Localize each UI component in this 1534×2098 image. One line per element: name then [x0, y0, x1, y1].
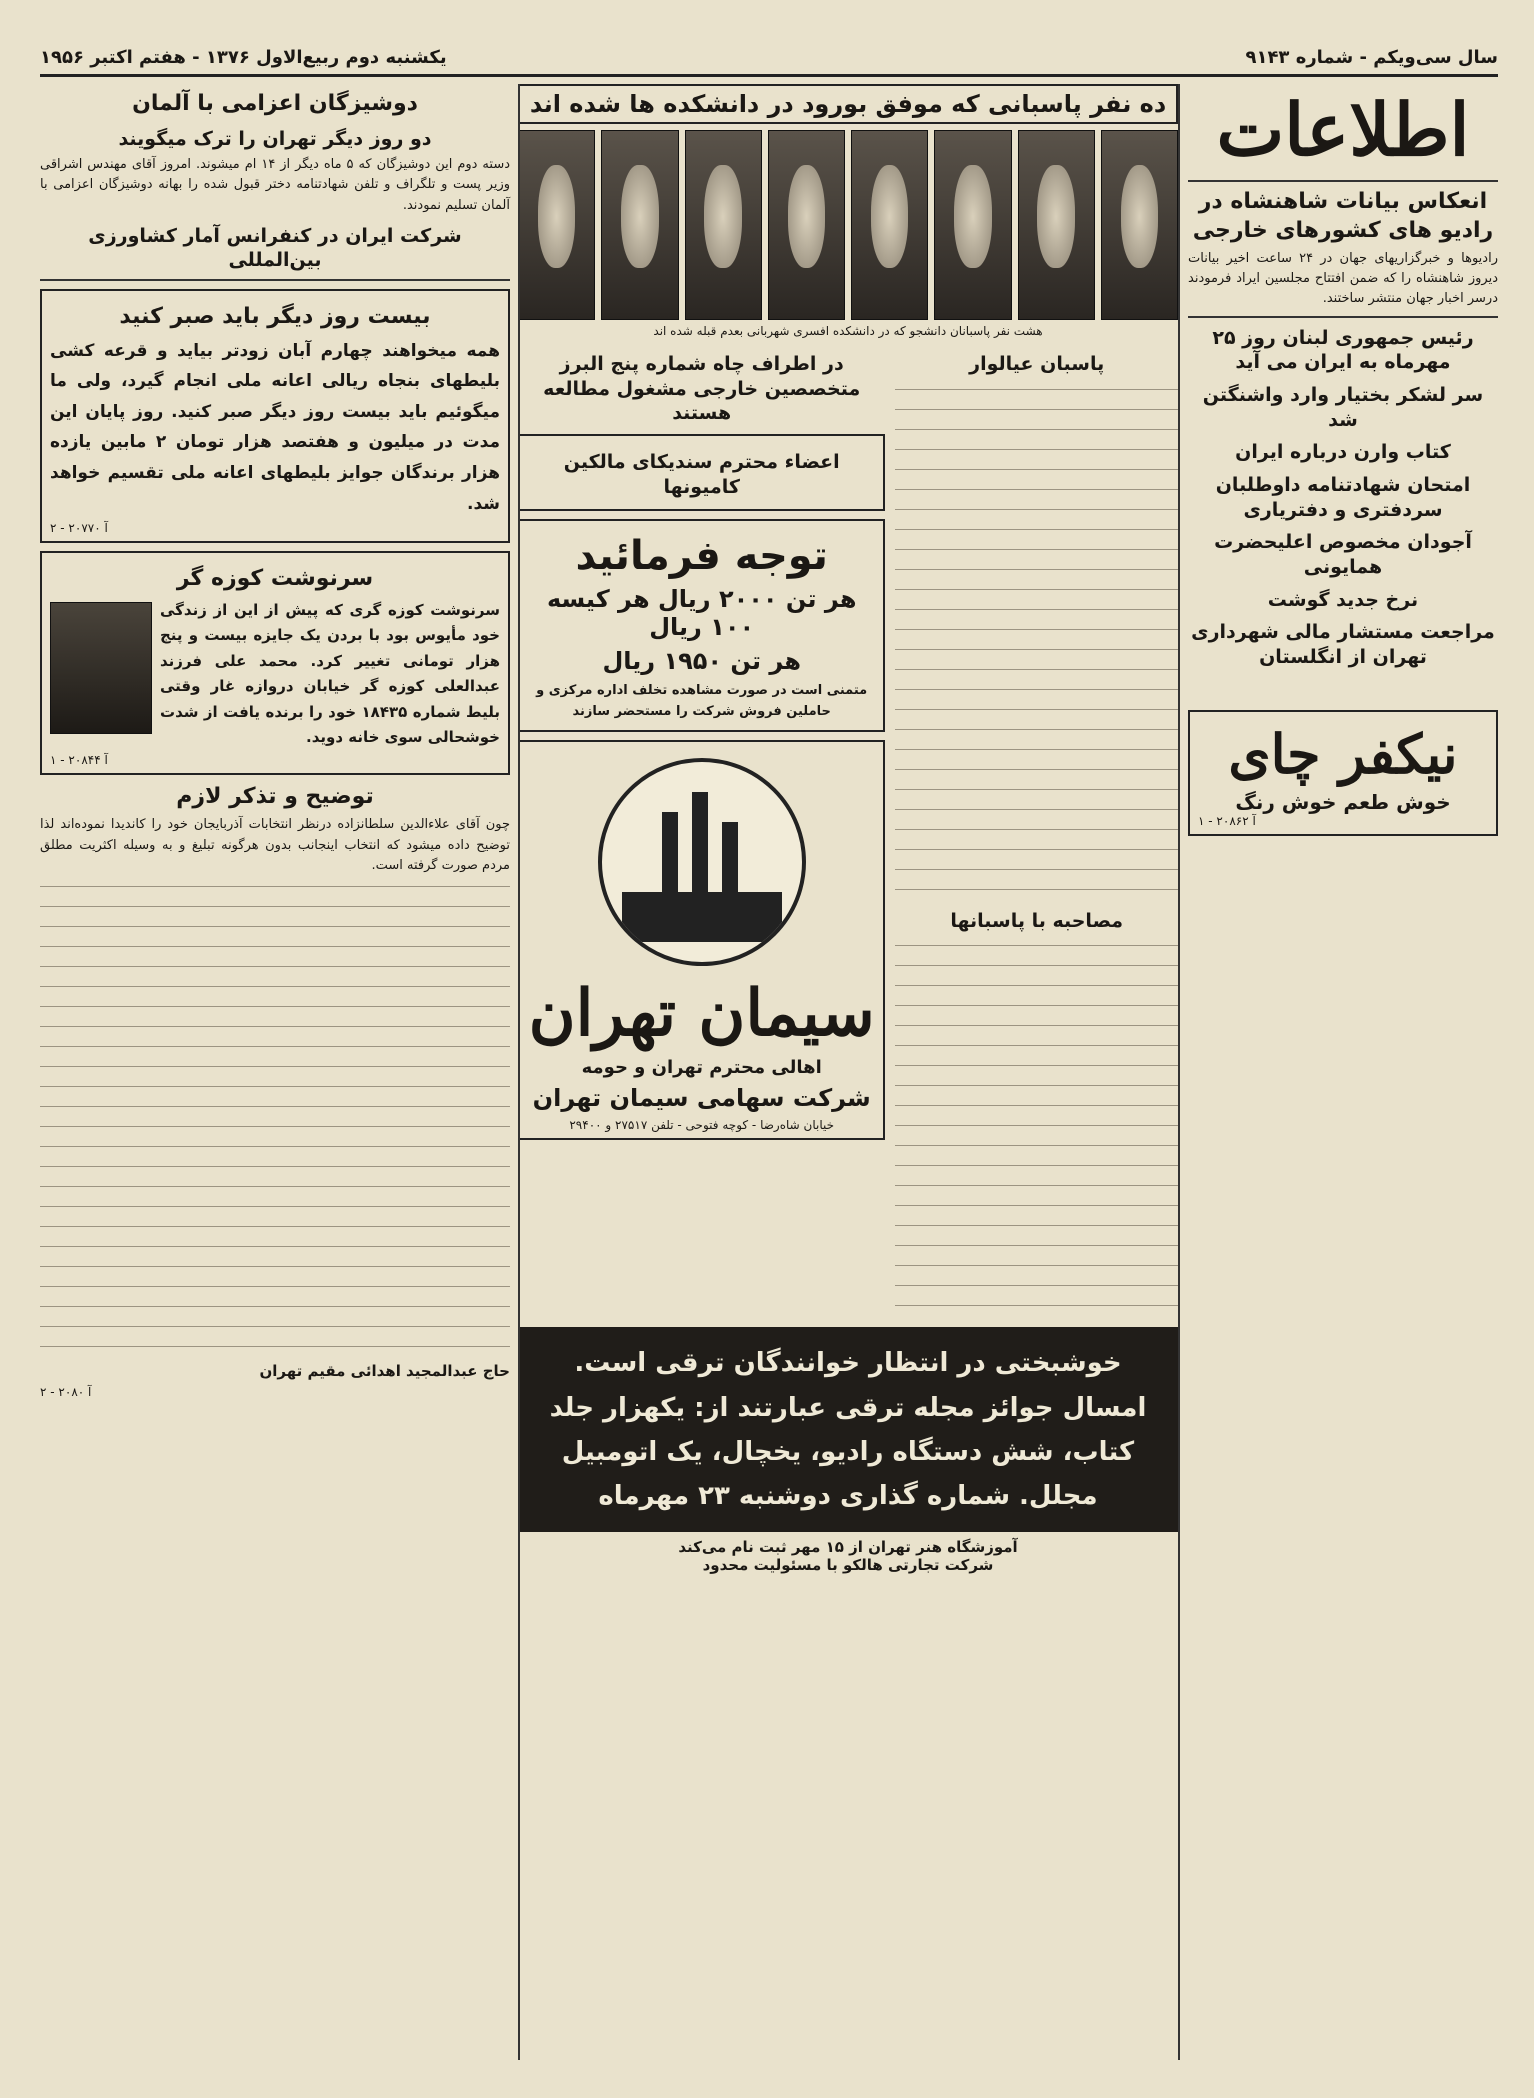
masthead-line	[40, 40, 1498, 77]
headline-bakhtiar: سر لشکر بختیار وارد واشنگتن شد	[1202, 383, 1484, 431]
portrait-photo	[518, 130, 595, 320]
notice-title: اعضاء محترم سندیکای مالکین کامیونها	[563, 451, 840, 498]
headline-warne-book: کتاب وارن درباره ایران	[1235, 441, 1451, 464]
headline-wait: بیست روز دیگر باید صبر کنید	[119, 304, 431, 330]
body-text-block	[40, 878, 510, 1358]
newspaper-page	[40, 40, 1498, 2060]
headline-financial-advisor: مراجعت مستشار مالی شهرداری تهران از انگلستان	[1191, 621, 1495, 669]
clarification-ref: آ ۲۰۸۰ - ۲	[40, 1385, 92, 1400]
tea-ref: آ ۲۰۸۶۲ - ۱	[1198, 813, 1256, 828]
ad-title: توجه فرمائید	[575, 533, 828, 580]
cement-brand: سیمان تهران	[528, 975, 875, 1051]
tea-brand: نیکفر چای	[1228, 721, 1458, 786]
tea-slogan: خوش طعم خوش رنگ	[1235, 789, 1451, 814]
portrait-photo	[1101, 130, 1178, 320]
tehran-cement-ad	[518, 740, 885, 1140]
headline-police-family: پاسبان عیالوار	[969, 353, 1105, 375]
ad-note: متمنی است در صورت مشاهده تخلف اداره مرکزی و حاملین فروش شرکت را مستحضر سازند	[536, 683, 868, 719]
photos-headline: ده نفر پاسبانی که موفق بورود در دانشکده ها شده اند	[518, 84, 1178, 124]
divider	[40, 279, 510, 281]
factory-emblem	[598, 758, 806, 966]
article-shah-speech: رادیوها و خبرگزاریهای جهان در ۲۴ ساعت اخیر بیانات دیروز شاهنشاه را که ضمن افتتاح مجلسین ایراد فرمودند درسر اخبار جهان منتشر ساختند.	[1188, 251, 1498, 307]
company-notice: شرکت تجارتی هالکو با مسئولیت محدود	[702, 1556, 994, 1575]
right-column	[1178, 84, 1498, 2060]
cement-price-ad	[518, 519, 885, 731]
headline-meat-price: نرخ جدید گوشت	[1267, 588, 1419, 611]
taraghi-magazine-ad: خوشبختی در انتظار خوانندگان ترقی است. امسال جوائز مجله ترقی عبارتند از: یکهزار جلد کتاب، شش دستگاه رادیو، یخچال، یک اتومبیل مجلل. شماره گذاری دوشنبه ۲۳ مهرماه	[518, 1327, 1178, 1532]
subheadline-girls: دو روز دیگر تهران را ترک میگویند	[118, 127, 432, 150]
portrait-photo	[685, 130, 762, 320]
headline-notary-exam: امتحان شهادتنامه داوطلبان سردفتری و دفتریاری	[1215, 474, 1471, 521]
portrait-photo	[851, 130, 928, 320]
headline-lebanon: رئیس جمهوری لبنان روز ۲۵ مهرماه به ایران می آید	[1212, 326, 1474, 374]
middle-column	[518, 84, 1178, 2060]
price-line-2: هر تن ۱۹۵۰ ریال	[602, 647, 801, 676]
brand-subtitle: اهالی محترم تهران و حومه	[581, 1056, 822, 1078]
issue-info: سال سی‌ویکم - شماره ۹۱۴۳	[1245, 46, 1498, 68]
lottery-box	[40, 289, 510, 543]
headline-agri-conference: شرکت ایران در کنفرانس آمار کشاورزی بین‌المللی	[88, 224, 462, 272]
photos-caption: هشت نفر پاسبانان دانشجو که در دانشکده افسری شهربانی بعدم قبله شده اند	[653, 324, 1043, 338]
body-text-block	[895, 937, 1178, 1317]
headline-alborz-well: در اطراف چاه شماره پنج البرز متخصصین خارجی مشغول مطالعه هستند	[543, 353, 861, 425]
headline-girls-germany: دوشیزگان اعزامی با آلمان	[132, 91, 418, 116]
headline-clarification: توضیح و تذکر لازم	[176, 783, 374, 809]
school-notice: آموزشگاه هنر تهران از ۱۵ مهر ثبت نام می‌کند	[678, 1538, 1018, 1557]
headline-shah-speech: انعکاس بیانات شاهنشاه در رادیو های کشورهای خارجی	[1192, 189, 1494, 243]
headline-adjutant: آجودان مخصوص اعلیحضرت همایونی	[1214, 531, 1472, 579]
portrait-photo	[934, 130, 1011, 320]
police-photos	[518, 130, 1178, 320]
factory-base-shape	[622, 892, 782, 942]
price-line-1: هر تن ۲۰۰۰ ریال هر کیسه ۱۰۰ ریال	[546, 585, 857, 642]
headline-potter: سرنوشت کوزه گر	[176, 566, 374, 592]
divider	[1188, 316, 1498, 318]
potter-portrait	[50, 602, 152, 734]
article-lottery: همه میخواهند چهارم آبان زودتر بیاید و قرعه کشی بلیطهای بنجاه ریالی اعانه ملی انجام گیرد، ولی ما میگوئیم باید بیست روز دیگر صبر کنید. روز پایان این مدت در میلیون و هفتصد هزار تومان ۲ مابین یازده هزار برندگان جوایز بلیطهای اعانه ملی تقسیم خواهد شد.	[50, 340, 500, 514]
article-girls: دسته دوم این دوشیزگان که ۵ ماه دیگر از ۱۴ ام میشوند. امروز آقای مهندس اشراقی وزیر پست و تلگراف و تلفن شهادتنامه دختر قبول شده را بهانه دوشیزگان اعزامی با آلمان تسلیم نمودند.	[40, 157, 510, 213]
headline-interview: مصاحبه با پاسبانها	[950, 909, 1124, 932]
police-subcolumn	[895, 344, 1178, 1319]
signature: حاج عبدالمجید اهدائی مقیم تهران	[259, 1361, 510, 1380]
portrait-photo	[1018, 130, 1095, 320]
brand-company: شرکت سهامی سیمان تهران	[532, 1083, 871, 1112]
brand-address: خیابان شاه‌رضا - کوچه فتوحی - تلفن ۲۷۵۱۷ و ۲۹۴۰۰	[569, 1117, 835, 1132]
lottery-ref: آ ۲۰۷۷۰ - ۲	[50, 521, 108, 536]
potter-box	[40, 551, 510, 775]
body-text-block	[895, 381, 1178, 901]
article-potter: سرنوشت کوزه گری که پیش از این از زندگی خود مأیوس بود با بردن یک جایزه بیست و پنج هزار تومانی تغییر کرد. محمد علی فرزند عبدالعلی کوزه گر خیابان دروازه غار وقتی بلیط شماره ۱۸۴۳۵ خود را برنده یافت از شدت خوشحالی سوی خانه دوید.	[160, 600, 500, 747]
ads-subcolumn	[518, 344, 885, 1319]
left-column	[40, 84, 520, 2060]
potter-ref: آ ۲۰۸۴۴ - ۱	[50, 752, 108, 767]
portrait-photo	[768, 130, 845, 320]
tea-advertisement	[1188, 710, 1498, 836]
newspaper-logo: اطلاعات	[1188, 84, 1498, 182]
article-clarification: چون آقای علاءالدین سلطانزاده درنظر انتخابات آذربایجان خود را کاندیدا نموده‌اند لذا توضیح داده میشود که انتخاب اینجانب بدون هرگونه تبلیغ و به وسیله اکثریت مطلق مردم صورت گرفته است.	[40, 817, 510, 873]
truck-owners-notice	[518, 434, 885, 511]
date-line: یکشنبه دوم ربیع‌الاول ۱۳۷۶ - هفتم اکتبر ۱۹۵۶	[40, 46, 447, 68]
middle-subcolumns	[518, 344, 1178, 1319]
portrait-photo	[601, 130, 678, 320]
